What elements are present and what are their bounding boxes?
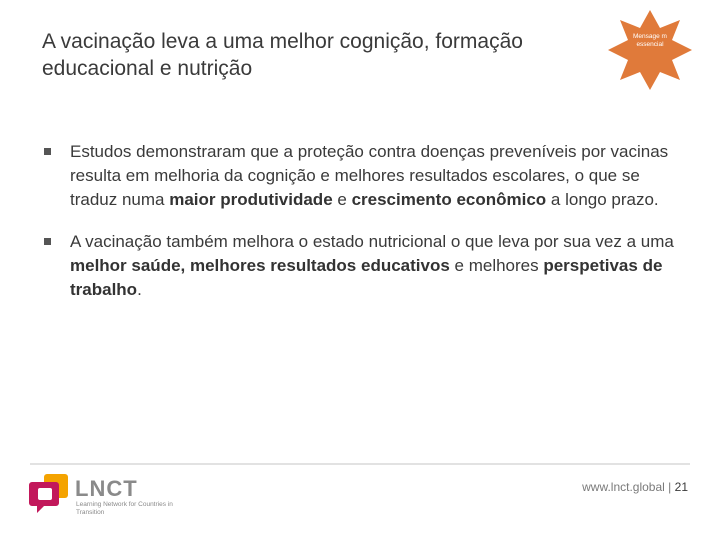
bullet-list — [42, 140, 682, 320]
bullet-text — [70, 232, 674, 299]
footer-info — [582, 480, 688, 494]
footer-separator: | — [668, 480, 672, 494]
bullet-marker-icon — [44, 238, 51, 245]
bullet-emphasis: melhor saúde, melhores resultados educativos — [70, 256, 450, 275]
bullet-segment: e melhores — [449, 256, 544, 275]
slide-title: A vacinação leva a uma melhor cognição, formação educacional e nutrição — [42, 30, 523, 80]
page-number: 21 — [674, 480, 688, 494]
bullet-segment: e — [332, 190, 352, 209]
bullet-item — [42, 230, 682, 302]
footer-divider — [30, 463, 690, 465]
bullet-segment: . — [137, 280, 142, 299]
lnct-logo-icon — [28, 472, 72, 516]
lnct-logo — [28, 472, 178, 522]
logo-wordmark: LNCT — [75, 476, 138, 501]
logo-tagline: Learning Network for Countries in Transition — [76, 501, 173, 516]
bullet-item — [42, 140, 682, 212]
bullet-segment: a longo prazo. — [546, 190, 659, 209]
bullet-marker-icon — [44, 148, 51, 155]
bullet-text — [70, 142, 668, 209]
bullet-emphasis: maior produtividade — [169, 190, 333, 209]
bullet-emphasis: perspetivas de trabalho — [70, 256, 663, 299]
bullet-segment: A vacinação também melhora o estado nutricional o que leva por sua vez a uma — [70, 232, 674, 251]
bullet-segment: Estudos demonstraram que a proteção contra doenças preveníveis por vacinas resulta em melhoria da cognição e melhores resultados escolares, o que se traduz numa — [70, 142, 669, 209]
key-message-badge — [606, 6, 694, 94]
badge-label: Mensage m essencial — [633, 33, 667, 48]
footer-url[interactable]: www.lnct.global — [582, 480, 665, 494]
bullet-emphasis: crescimento econômico — [351, 190, 547, 209]
star-badge-icon — [606, 6, 694, 94]
